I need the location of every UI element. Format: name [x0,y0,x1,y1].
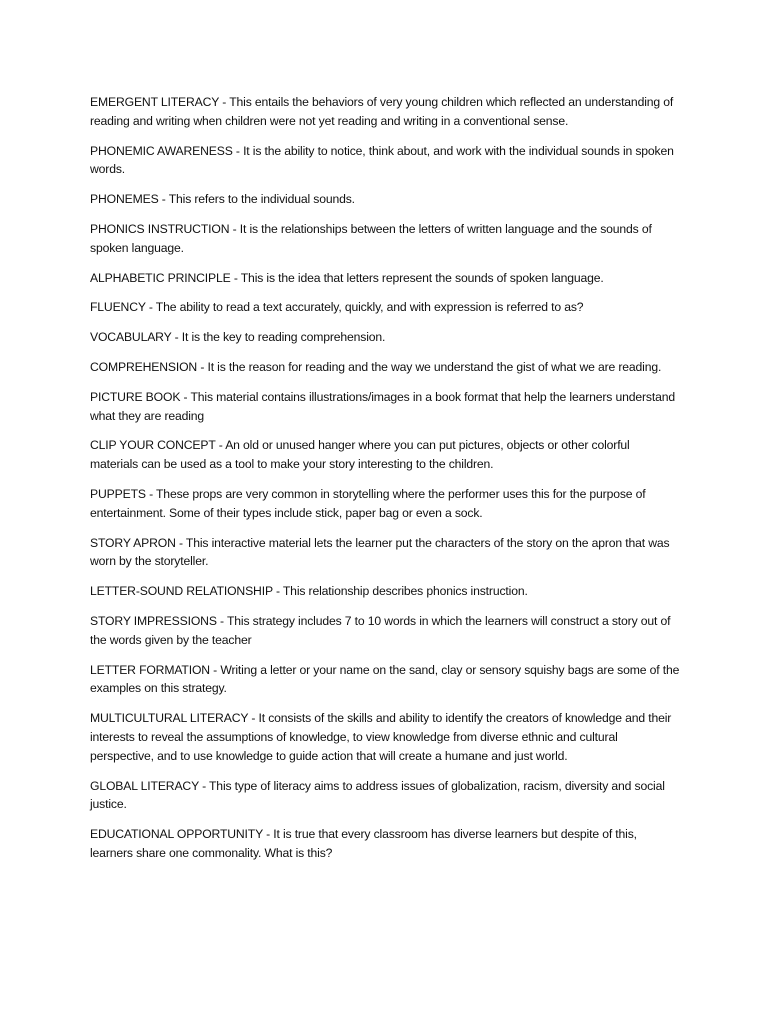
entry-term: PHONEMES [90,192,159,207]
glossary-entry: GLOBAL LITERACY - This type of literacy aims to address issues of globalization, racism, diversity and social justice. [90,778,665,812]
entry-definition: An old or unused hanger where you can put pictures, objects or other colorful materials can be used as a tool to make your story interesting to the children. [90,438,630,472]
entry-definition: It is the key to reading comprehension. [181,330,386,345]
glossary-entry: COMPREHENSION - It is the reason for reading and the way we understand the gist of what we are reading. [90,359,662,374]
entry-definition: This is the idea that letters represent the sounds of spoken language. [240,270,604,285]
entry-definition: This interactive material lets the learner put the characters of the story on the apron that was worn by the storyteller. [90,535,670,569]
glossary-entry: EDUCATIONAL OPPORTUNITY - It is true that every classroom has diverse learners but despite of this, learners share one commonality. What is this? [90,827,637,860]
glossary-entry: CLIP YOUR CONCEPT - An old or unused hanger where you can put pictures, objects or other colorful materials can be used as a tool to make your story interesting to the children. [90,438,630,472]
glossary-entry: FLUENCY - The ability to read a text accurately, quickly, and with expression is referred to as? [90,300,584,315]
entry-term: STORY IMPRESSIONS [90,613,217,628]
glossary-entry: PHONICS INSTRUCTION - It is the relationships between the letters of written language and the sounds of spoken language. [90,221,652,255]
entry-definition: It is the reason for reading and the way we understand the gist of what we are reading. [207,359,662,374]
entry-term: COMPREHENSION [90,359,198,374]
glossary-entry: PHONEMES - This refers to the individual sounds. [90,192,355,207]
entry-term: CLIP YOUR CONCEPT [90,438,216,453]
entry-definition: It is the ability to notice, think about, and work with the individual sounds in spoken words. [90,143,674,177]
entry-term: STORY APRON [90,535,176,550]
entry-term: LETTER-SOUND RELATIONSHIP [90,584,273,599]
entry-definition: It is true that every classroom has diverse learners but despite of this, learners share one commonality. What is this? [90,827,637,860]
entry-term: VOCABULARY [90,330,172,345]
entry-term: FLUENCY [90,300,146,315]
entry-definition: This entails the behaviors of very young children which reflected an understanding of reading and writing when children were not yet reading and writing in a conventional sense. [90,95,674,128]
entry-definition: Writing a letter or your name on the sand, clay or sensory squishy bags are some of the examples on this strategy. [90,662,680,696]
entry-term: EMERGENT LITERACY [90,95,220,109]
glossary-entry: PICTURE BOOK - This material contains illustrations/images in a book format that help the learners understand what they are reading [90,389,675,423]
entry-definition: This relationship describes phonics instruction. [282,584,528,599]
entry-term: ALPHABETIC PRINCIPLE [90,270,231,285]
entry-term: LETTER FORMATION [90,662,210,677]
entry-definition: It is the relationships between the letters of written language and the sounds of spoken language. [90,221,652,255]
entry-definition: The ability to read a text accurately, quickly, and with expression is referred to as? [155,300,584,315]
glossary-entry: PUPPETS - These props are very common in storytelling where the performer uses this for the purpose of entertainment. Some of their types include stick, paper bag or even a sock. [90,486,646,520]
entry-definition: This refers to the individual sounds. [168,192,355,207]
entry-term: PICTURE BOOK [90,389,181,404]
glossary-entry: ALPHABETIC PRINCIPLE - This is the idea that letters represent the sounds of spoken language. [90,270,604,285]
entry-definition: This material contains illustrations/images in a book format that help the learners understand what they are reading [90,389,675,423]
entry-term: GLOBAL LITERACY [90,778,199,793]
glossary-entry: PHONEMIC AWARENESS - It is the ability to notice, think about, and work with the individual sounds in spoken words. [90,143,674,177]
entry-definition: This strategy includes 7 to 10 words in which the learners will construct a story out of the words given by the teacher [90,613,671,647]
entry-term: EDUCATIONAL OPPORTUNITY [90,827,263,842]
glossary-entry: EMERGENT LITERACY - This entails the behaviors of very young children which reflected an understanding of reading and writing when children were not yet reading and writing in a conventional sense. [90,95,674,128]
entry-definition: It consists of the skills and ability to identify the creators of knowledge and their interests to reveal the assumptions of knowledge, to view knowledge from diverse ethnic and cultural perspective, and to use knowledge to guide action that will create a humane and just world. [90,711,672,763]
glossary-entry: STORY IMPRESSIONS - This strategy includes 7 to 10 words in which the learners will construct a story out of the words given by the teacher [90,613,671,647]
glossary-entry: MULTICULTURAL LITERACY - It consists of the skills and ability to identify the creators of knowledge and their interests to reveal the assumptions of knowledge, to view knowledge from diverse ethnic and cultural perspective, and to use knowledge to guide action that will create a humane and just world. [90,711,672,763]
entry-term: MULTICULTURAL LITERACY [90,711,249,726]
glossary-entry: LETTER-SOUND RELATIONSHIP - This relationship describes phonics instruction. [90,584,528,599]
glossary-entry: STORY APRON - This interactive material lets the learner put the characters of the story on the apron that was worn by the storyteller. [90,535,670,569]
glossary-entry: LETTER FORMATION - Writing a letter or your name on the sand, clay or sensory squishy bags are some of the examples on this strategy. [90,662,680,696]
entry-term: PHONEMIC AWARENESS [90,143,233,158]
glossary-list [90,93,680,874]
entry-definition: These props are very common in storytelling where the performer uses this for the purpose of entertainment. Some of their types include stick, paper bag or even a sock. [90,486,646,520]
entry-term: PUPPETS [90,486,146,501]
entry-definition: This type of literacy aims to address issues of globalization, racism, diversity and social justice. [90,778,665,812]
glossary-entry: VOCABULARY - It is the key to reading comprehension. [90,330,386,345]
entry-term: PHONICS INSTRUCTION [90,221,230,236]
